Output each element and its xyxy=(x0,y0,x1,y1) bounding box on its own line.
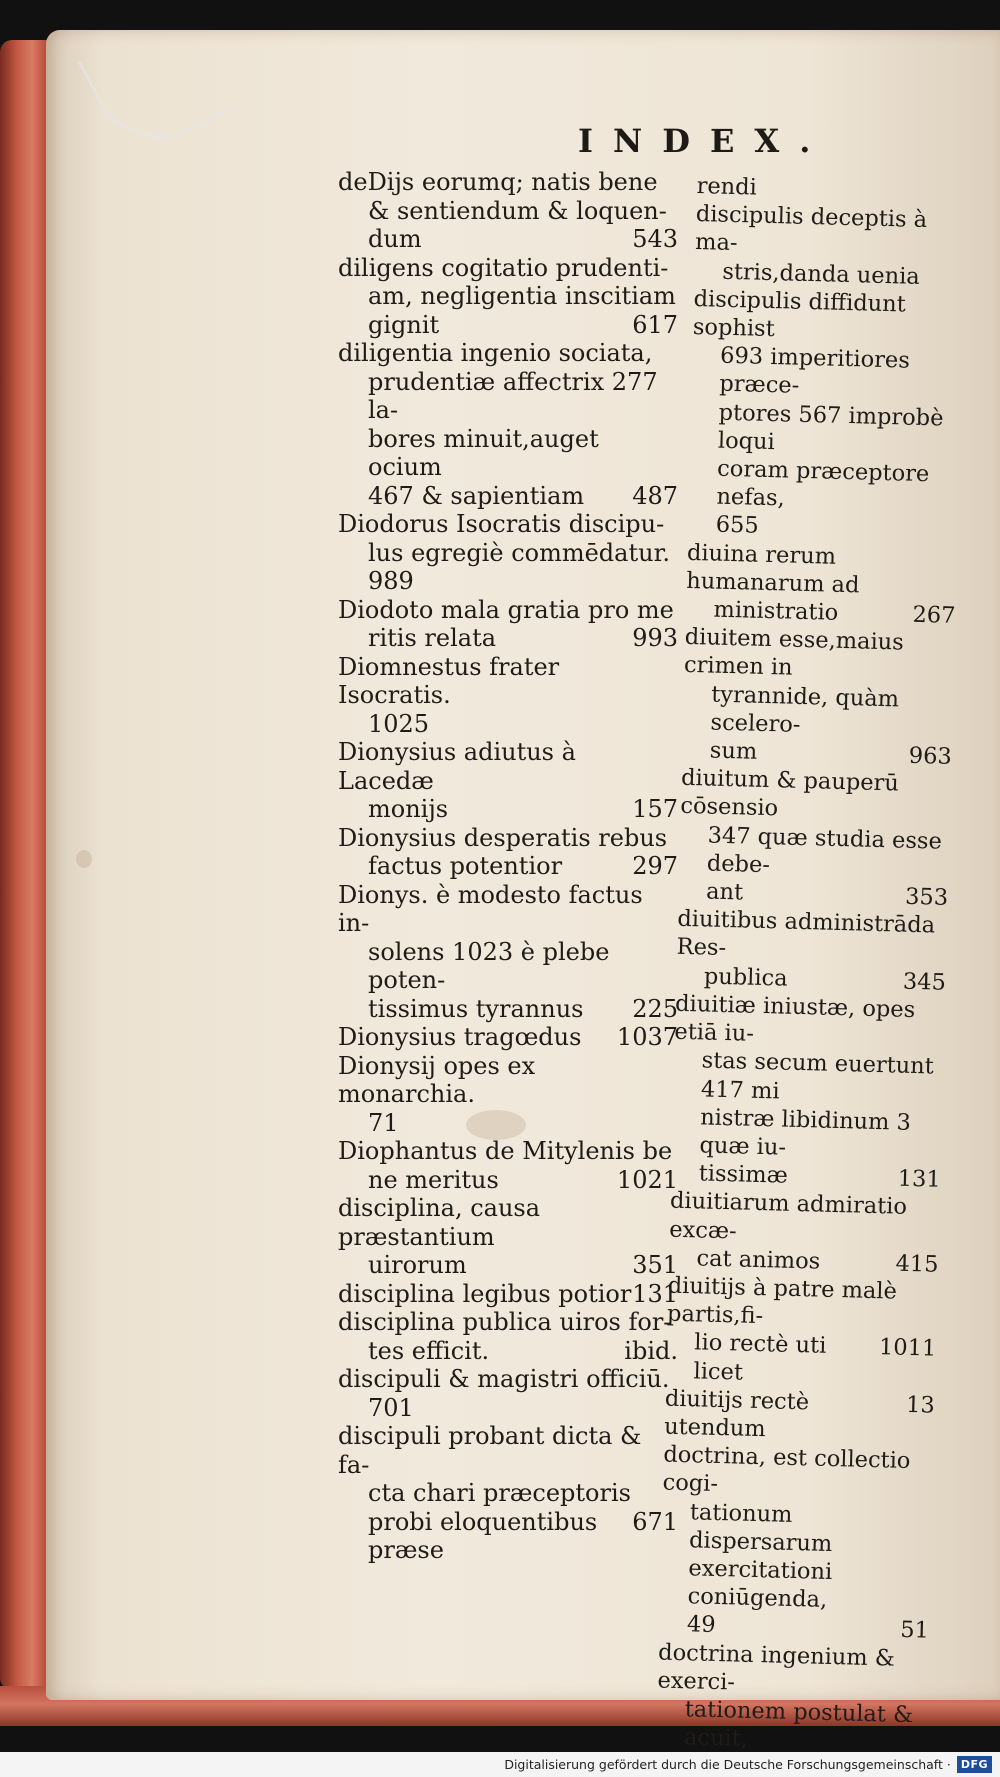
entry-line: doctrina ingenium & exerci- xyxy=(657,1639,896,1696)
entry-page-number: 131 xyxy=(897,1165,942,1193)
index-entry xyxy=(681,623,955,771)
entry-line: rendi xyxy=(696,172,758,201)
entry-line: stris,danda uenia xyxy=(722,258,921,290)
entry-line: exercitationi coniūgenda, xyxy=(687,1555,833,1614)
index-entry xyxy=(338,1137,678,1194)
entry-line: 71 xyxy=(368,1108,399,1137)
entry-page-number: 51 xyxy=(899,1617,930,1644)
entry-line: 701 xyxy=(368,1393,414,1422)
entry-line: coram præceptore nefas, xyxy=(716,455,930,512)
entry-line: Diomnestus frater Isocratis. xyxy=(338,652,560,709)
entry-line: Dionysius desperatis rebus xyxy=(338,823,668,852)
entry-line: diuitijs à patre malè partis,fi- xyxy=(666,1272,898,1330)
entry-text: cat animos xyxy=(696,1245,821,1275)
entry-line: Diophantus de Mitylenis be xyxy=(338,1137,673,1165)
entry-line: nistræ libidinum 3 quæ iu- xyxy=(699,1104,912,1161)
entry-line: tyrannide, quàm scelero- xyxy=(710,681,900,738)
index-entry xyxy=(338,168,678,254)
entry-line xyxy=(338,482,678,511)
entry-text: 467 & sapientiam xyxy=(368,481,585,510)
entry-text: lio rectè uti licet xyxy=(693,1329,827,1386)
entry-line: diuitem esse,maius crimen in xyxy=(683,624,905,682)
index-entry xyxy=(685,539,957,631)
entry-text: dum xyxy=(368,225,422,253)
entry-text: diuitijs rectè utendum xyxy=(663,1385,810,1443)
entry-text: monijs xyxy=(368,795,449,823)
entry-line: stas secum euertunt 417 mi xyxy=(700,1047,935,1104)
entry-line: tationem postulat & acuit, xyxy=(683,1696,914,1752)
entry-page-number: 131 xyxy=(632,1279,678,1308)
index-entry xyxy=(338,1422,678,1565)
index-entry xyxy=(665,1272,938,1392)
entry-text: Dionysius tragœdus xyxy=(338,1023,582,1051)
index-entry xyxy=(338,254,678,340)
entry-page-number: 267 xyxy=(912,601,956,629)
entry-page-number: 297 xyxy=(632,852,678,880)
entry-line xyxy=(338,995,678,1024)
entry-line: discipulis diffidunt sophist xyxy=(692,285,907,343)
entry-text: gignit xyxy=(368,310,440,339)
entry-line: & sentiendum & loquen- xyxy=(368,196,667,225)
entry-page-number: 487 xyxy=(632,481,678,510)
index-entry xyxy=(676,905,948,997)
entry-line: am, negligentia inscitiam xyxy=(368,282,676,310)
index-entry xyxy=(664,1384,935,1447)
entry-page-number: 351 xyxy=(632,1251,678,1279)
entry-text: publica xyxy=(703,963,788,992)
entry-text: ant xyxy=(705,878,744,906)
entry-text: probi eloquentibus præse xyxy=(368,1507,598,1564)
entry-line: disciplina publica uiros for- xyxy=(338,1308,672,1336)
entry-text: ministratio xyxy=(713,596,839,626)
entry-line: 347 quæ studia esse debe- xyxy=(706,822,943,879)
index-entry xyxy=(338,596,678,653)
index-entry xyxy=(338,738,678,824)
index-entry xyxy=(338,824,678,881)
entry-text: ritis relata xyxy=(368,624,497,652)
entry-line: diuitibus administrāda Res- xyxy=(676,906,936,962)
entry-page-number: 1011 xyxy=(878,1334,937,1362)
index-entry xyxy=(694,200,966,292)
entry-text: tissimæ xyxy=(698,1160,789,1189)
entry-line xyxy=(338,624,678,653)
entry-line xyxy=(338,225,678,254)
entry-line xyxy=(665,1328,936,1391)
index-entry xyxy=(659,1441,934,1645)
entry-page-number: 157 xyxy=(632,795,678,823)
dfg-logo: DFG xyxy=(957,1756,992,1773)
entry-page-number: 225 xyxy=(632,994,678,1023)
entry-page-number: 13 xyxy=(905,1391,936,1419)
entry-line: diligens cogitatio prudenti- xyxy=(338,253,669,282)
entry-line: 989 xyxy=(368,567,414,595)
entry-line xyxy=(338,1280,678,1309)
index-entry xyxy=(670,990,945,1194)
index-entry xyxy=(338,1280,678,1309)
index-entry xyxy=(338,1308,678,1365)
entry-page-number: 1037 xyxy=(616,1023,678,1051)
entry-line: ptores 567 improbè loqui xyxy=(717,399,944,455)
entry-page-number: 353 xyxy=(904,883,949,911)
entry-line xyxy=(338,1337,678,1366)
index-entry xyxy=(338,1365,678,1422)
entry-text: tissimus tyrannus xyxy=(368,994,584,1023)
entry-line: Dionysij opes ex monarchia. xyxy=(338,1051,536,1108)
index-entry xyxy=(338,1052,678,1138)
index-column-right xyxy=(648,172,967,1752)
entry-text: disciplina legibus potior xyxy=(338,1279,632,1308)
entry-line xyxy=(338,311,678,340)
entry-line xyxy=(338,852,678,881)
index-entry xyxy=(338,339,678,510)
entry-page-number: 671 xyxy=(632,1507,678,1536)
entry-line: discipulis deceptis à ma- xyxy=(694,201,928,257)
index-entry xyxy=(338,1023,678,1052)
entry-line: disciplina, causa præstantium xyxy=(338,1194,541,1251)
entry-line: diuitiæ iniustæ, opes etiā iu- xyxy=(674,990,916,1047)
entry-text: 49 xyxy=(686,1611,716,1639)
entry-line: prudentiæ affectrix 277 la- xyxy=(368,367,658,424)
entry-line xyxy=(338,1508,678,1565)
entry-page-number: 1021 xyxy=(616,1165,678,1194)
entry-line: solens 1023 è plebe poten- xyxy=(368,937,610,994)
entry-page-number: 415 xyxy=(895,1250,939,1278)
entry-line: Dionys. è modesto factus in- xyxy=(338,880,643,937)
index-entry xyxy=(338,653,678,739)
entry-line xyxy=(338,1023,678,1052)
entry-line: cta chari præceptoris xyxy=(368,1479,631,1507)
entry-page-number: ibid. xyxy=(624,1336,678,1365)
entry-page-number: 993 xyxy=(632,624,678,652)
entry-text: ne meritus xyxy=(368,1165,499,1194)
entry-page-number: 345 xyxy=(902,968,947,996)
entry-line: deDijs eorumq; natis bene xyxy=(338,168,658,196)
entry-text: uirorum xyxy=(368,1251,467,1279)
entry-text: sum xyxy=(709,737,758,765)
entry-page-number: 543 xyxy=(632,225,678,253)
entry-line: Dionysius adiutus à Lacedæ xyxy=(338,738,576,795)
entry-line: doctrina, est collectio cogi- xyxy=(662,1441,911,1498)
entry-line: diuina rerum humanarum ad xyxy=(685,539,860,599)
entry-line: lus egregiè commēdatur. xyxy=(368,538,671,567)
entry-line: diuitum & pauperū cōsensio xyxy=(680,765,900,822)
index-column-left xyxy=(338,168,678,1565)
entry-line: 693 imperitiores præce- xyxy=(719,342,911,400)
entry-line: tationum dispersarum xyxy=(688,1498,833,1557)
entry-page-number: 617 xyxy=(632,310,678,339)
index-entry xyxy=(668,1187,940,1279)
entry-line: 655 xyxy=(715,512,760,540)
digitization-footer xyxy=(0,1752,1000,1777)
footer-credit: Digitalisierung gefördert durch die Deutsche Forschungsgemeinschaft · xyxy=(504,1757,951,1772)
index-entry xyxy=(687,285,964,546)
entry-line: discipuli & magistri officiū. xyxy=(338,1365,670,1393)
entry-line: Diodorus Isocratis discipu- xyxy=(338,510,665,538)
index-entry xyxy=(338,510,678,596)
entry-text: tes efficit. xyxy=(368,1336,490,1365)
entry-page-number: 963 xyxy=(908,742,953,770)
entry-line: Diodoto mala gratia pro me xyxy=(338,595,674,624)
index-entry xyxy=(338,1194,678,1280)
index-entry xyxy=(655,1638,929,1752)
index-entry xyxy=(678,764,952,912)
index-entry xyxy=(338,881,678,1024)
entry-line: bores minuit,auget ocium xyxy=(368,424,599,481)
entry-line: discipuli probant dicta & fa- xyxy=(338,1422,642,1479)
entry-text: factus potentior xyxy=(368,852,563,880)
entry-line xyxy=(338,795,678,824)
entry-line: diligentia ingenio sociata, xyxy=(338,339,653,367)
entry-line xyxy=(664,1384,935,1447)
entry-line: 1025 xyxy=(368,709,430,738)
entry-line: diuitiarum admiratio excæ- xyxy=(668,1187,908,1244)
page-header: INDEX. xyxy=(578,122,831,160)
entry-line xyxy=(338,1251,678,1280)
entry-line xyxy=(338,1166,678,1195)
